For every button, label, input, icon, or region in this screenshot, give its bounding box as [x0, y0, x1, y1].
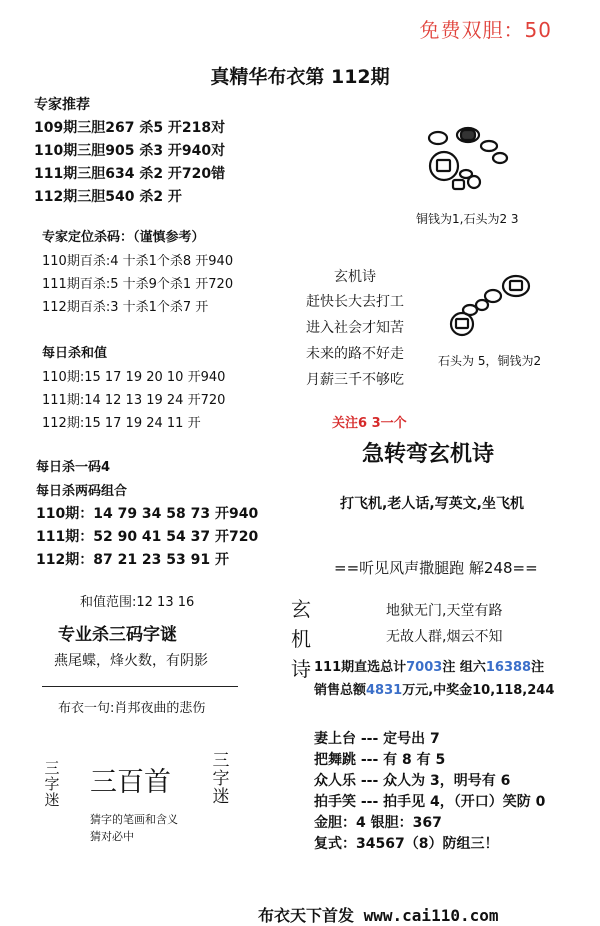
- sharp-turn-text: 打飞机,老人话,写英文,坐飞机: [340, 496, 524, 512]
- divider: [42, 686, 238, 687]
- gold-silver-line: 金胆：4 银胆：367: [314, 815, 442, 831]
- sales-line-2: [314, 679, 554, 698]
- riddle-title: 专业杀三码字谜: [58, 625, 177, 645]
- sum-kill-line: 110期:15 17 19 20 10 开940: [42, 370, 226, 385]
- hell-line: 地狱无门,天堂有路: [386, 603, 503, 619]
- riddle-text: 燕尾蝶，烽火数，有阴影: [54, 653, 208, 669]
- hell-line: 无故人群,烟云不知: [386, 629, 503, 645]
- coins2-caption: 石头为 5，铜钱为2: [438, 354, 542, 368]
- buyi-line: 布衣一句:肖邦夜曲的悲伤: [58, 701, 206, 716]
- sales-number: 7003: [406, 660, 443, 675]
- position-kill-line: 110期百杀:4 十杀1个杀8 开940: [42, 254, 234, 269]
- sum-kill-line: 111期:14 12 13 19 24 开720: [42, 393, 226, 408]
- daily-kill-one: 每日杀一码4: [36, 460, 111, 475]
- focus-note: 关注6 3一个: [332, 416, 407, 431]
- three-char-riddle-left: 三字迷: [44, 759, 60, 809]
- sales-number: 4831: [366, 683, 403, 698]
- riddle-line: 拍手笑 --- 拍手见 4，（开口）笑防 0: [314, 794, 546, 810]
- position-kill-heading: 专家定位杀码：（谨慎参考）: [42, 230, 205, 245]
- coins-stones-illustration: [424, 124, 514, 196]
- coins-stones-illustration: [448, 272, 538, 338]
- xuanji-poem-line: 赶快长大去打工: [306, 294, 404, 310]
- sum-range: 和值范围:12 13 16: [80, 595, 195, 610]
- sharp-turn-title: 急转弯玄机诗: [362, 442, 495, 467]
- sum-kill-line: 112期:15 17 19 24 11 开: [42, 416, 201, 431]
- expert-line: 109期三胆267 杀5 开218对: [34, 120, 226, 136]
- xuanji-poem-line: 进入社会才知苦: [306, 320, 404, 336]
- three-char-riddle-right: 三字迷: [212, 751, 230, 807]
- daily-kill-line: 112期：87 21 23 53 91 开: [36, 552, 230, 568]
- expert-heading: 专家推荐: [34, 97, 90, 113]
- footer: 布衣天下首发 www.cai110.com: [258, 906, 499, 925]
- sales-text: 销售总额: [314, 683, 367, 698]
- three-char-riddle-note: 猜对必中: [90, 830, 134, 843]
- sum-kill-heading: 每日杀和值: [42, 346, 108, 361]
- riddle-line: 众人乐 --- 众人为 3，明号有 6: [314, 773, 511, 789]
- daily-kill-two: 每日杀两码组合: [36, 484, 128, 499]
- position-kill-line: 112期百杀:3 十杀1个杀7 开: [42, 300, 209, 315]
- expert-line: 110期三胆905 杀3 开940对: [34, 143, 226, 159]
- daily-kill-line: 111期：52 90 41 54 37 开720: [36, 529, 259, 545]
- riddle-line: 妻上台 --- 定号出 7: [314, 731, 440, 747]
- daily-kill-line: 110期：14 79 34 58 73 开940: [36, 506, 259, 522]
- riddle-line: 把舞跳 --- 有 8 有 5: [314, 752, 446, 768]
- three-char-riddle-note: 猜字的笔画和含义: [90, 813, 178, 826]
- fushi-line: 复式：34567（8）防组三！: [314, 836, 499, 852]
- xuanji-poem-line: 未来的路不好走: [306, 346, 404, 362]
- expert-line: 112期三胆540 杀2 开: [34, 189, 182, 205]
- xuanji-poem-title: 玄机诗: [334, 269, 376, 285]
- sales-text: 万元,中奖金10,118,244: [402, 683, 555, 698]
- free-double-tip: 免费双胆：50: [419, 18, 552, 42]
- sales-text: 注: [531, 660, 545, 675]
- listen-line: ==听见风声撒腿跑 解248==: [334, 559, 538, 577]
- coins1-caption: 铜钱为1,石头为2 3: [416, 212, 519, 226]
- position-kill-line: 111期百杀:5 十杀9个杀1 开720: [42, 277, 234, 292]
- sales-text: 注 组六: [442, 660, 486, 675]
- xuanji-vertical-label: 玄机诗: [291, 597, 311, 681]
- xuanji-poem-line: 月薪三千不够吃: [306, 372, 404, 388]
- three-char-riddle-main: 三百首: [90, 767, 171, 798]
- expert-line: 111期三胆634 杀2 开720错: [34, 166, 226, 182]
- page-title: 真精华布衣第 112期: [210, 66, 390, 88]
- sales-text: 111期直选总计: [314, 660, 407, 675]
- sales-line-1: [314, 656, 544, 675]
- sales-number: 16388: [485, 660, 532, 675]
